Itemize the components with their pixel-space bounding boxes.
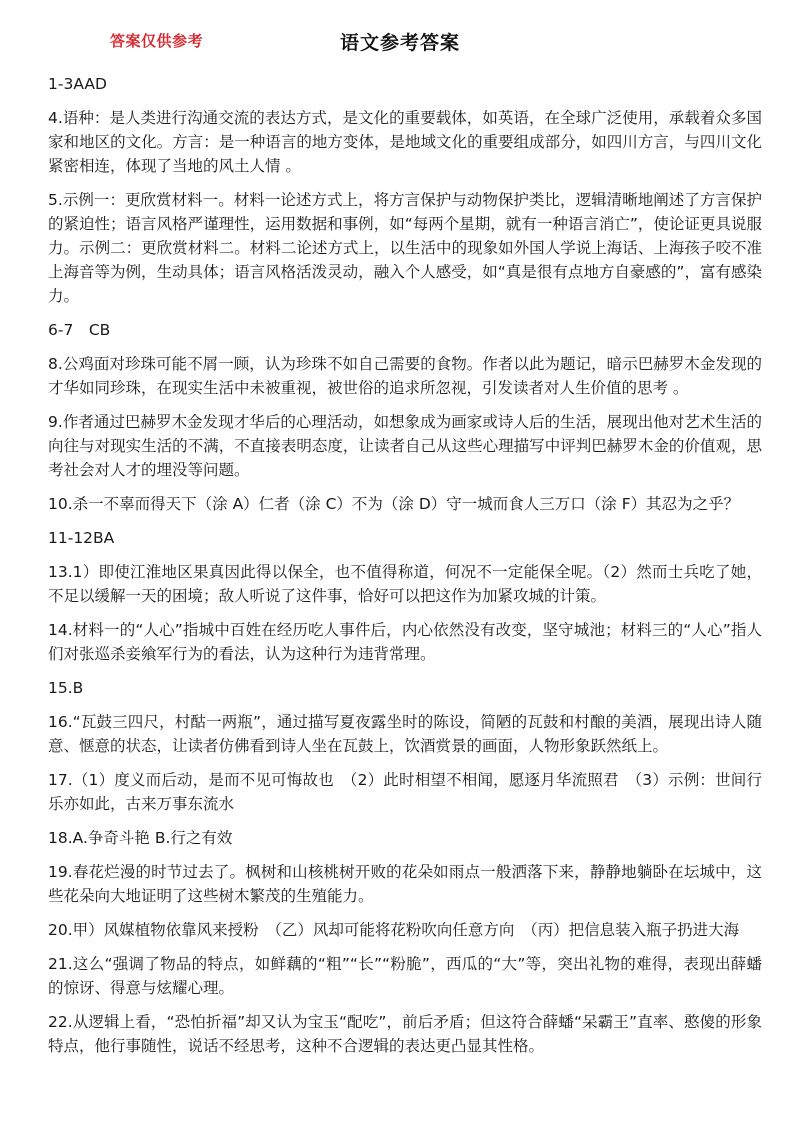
answer-14: 14.材料一的“人心”指城中百姓在经历吃人事件后，内心依然没有改变，坚守城池；材料三的“人心”指人们对张巡杀妾飨军行为的看法，认为这种行为违背常理。 (48, 621, 762, 663)
answer-20: 20.甲）风媒植物依靠风来授粉 （乙）风却可能将花粉吹向任意方向 （丙）把信息装入瓶子扔进大海 (48, 921, 740, 939)
answer-19: 19.春花烂漫的时节过去了。枫树和山核桃树开败的花朵如雨点一般洒落下来，静静地躺卧在坛城中，这些花朵向大地证明了这些树木繁茂的生殖能力。 (48, 863, 762, 905)
answer-18: 18.A.争奇斗艳 B.行之有效 (48, 829, 233, 847)
page-title: 语文参考答案 (340, 32, 461, 54)
answer-list (48, 72, 762, 1058)
answer-8: 8.公鸡面对珍珠可能不屑一顾，认为珍珠不如自己需要的食物。作者以此为题记，暗示巴赫罗木金发现的才华如同珍珠，在现实生活中未被重视，被世俗的追求所忽视，引发读者对人生价值的思考 。 (48, 355, 762, 397)
answer-5: 5.示例一：更欣赏材料一。材料一论述方式上，将方言保护与动物保护类比，逻辑清晰地阐述了方言保护的紧迫性；语言风格严谨理性，运用数据和事例，如“每两个星期，就有一种语言消亡”，使论证更具说服力。示例二：更欣赏材料二。材料二论述方式上，以生活中的现象如外国人学说上海话、上海孩子咬不准上海音等为例，生动具体；语言风格活泼灵动，融入个人感受，如“真是很有点地方自豪感的”，富有感染力。 (48, 191, 762, 305)
answer-17: 17.（1）度义而后动，是而不见可悔故也 （2）此时相望不相闻，愿逐月华流照君 （3）示例：世间行乐亦如此，古来万事东流水 (48, 771, 762, 813)
answer-9: 9.作者通过巴赫罗木金发现才华后的心理活动，如想象成为画家或诗人后的生活，展现出他对艺术生活的向往与对现实生活的不满，不直接表明态度，让读者自己从这些心理描写中评判巴赫罗木金的价值观，思考社会对人才的埋没等问题。 (48, 413, 762, 479)
answer-16: 16.“瓦鼓三四尺，村酤一两瓶”，通过描写夏夜露坐时的陈设，简陋的瓦鼓和村酿的美酒，展现出诗人随意、惬意的状态，让读者仿佛看到诗人坐在瓦鼓上，饮酒赏景的画面，人物形象跃然纸上。 (48, 713, 762, 755)
answer-11-12: 11-12BA (48, 529, 115, 547)
answer-10: 10.杀一不辜而得天下（涂 A）仁者（涂 C）不为（涂 D）守一城而食人三万口（涂 F）其忍为之乎？ (48, 495, 740, 513)
answer-1-3: 1-3AAD (48, 75, 107, 93)
answer-21: 21.这么“强调了物品的特点，如鲜藕的“粗”“长”“粉脆”，西瓜的“大”等，突出礼物的难得，表现出薛蟠的惊讶、得意与炫耀心理。 (48, 955, 762, 997)
answer-13: 13.1）即使江淮地区果真因此得以保全，也不值得称道，何况不一定能保全呢。（2）然而士兵吃了她，不足以缓解一天的困境；敌人听说了这件事，恰好可以把这作为加紧攻城的计策。 (48, 563, 762, 605)
answer-4: 4.语种：是人类进行沟通交流的表达方式，是文化的重要载体，如英语，在全球广泛使用，承载着众多国家和地区的文化。方言：是一种语言的地方变体，是地域文化的重要组成部分，如四川方言，与四川文化紧密相连，体现了当地的风土人情 。 (48, 109, 762, 175)
reference-only-badge: 答案仅供参考 (110, 32, 204, 50)
answer-15: 15.B (48, 679, 84, 697)
answer-22: 22.从逻辑上看，“恐怕折福”却又认为宝玉“配吃”，前后矛盾；但这符合薛蟠“呆霸王”直率、憨傻的形象特点，他行事随性，说话不经思考，这种不合逻辑的表达更凸显其性格。 (48, 1013, 762, 1055)
answer-6-7: 6-7 CB (48, 321, 111, 339)
page-header (48, 22, 762, 62)
